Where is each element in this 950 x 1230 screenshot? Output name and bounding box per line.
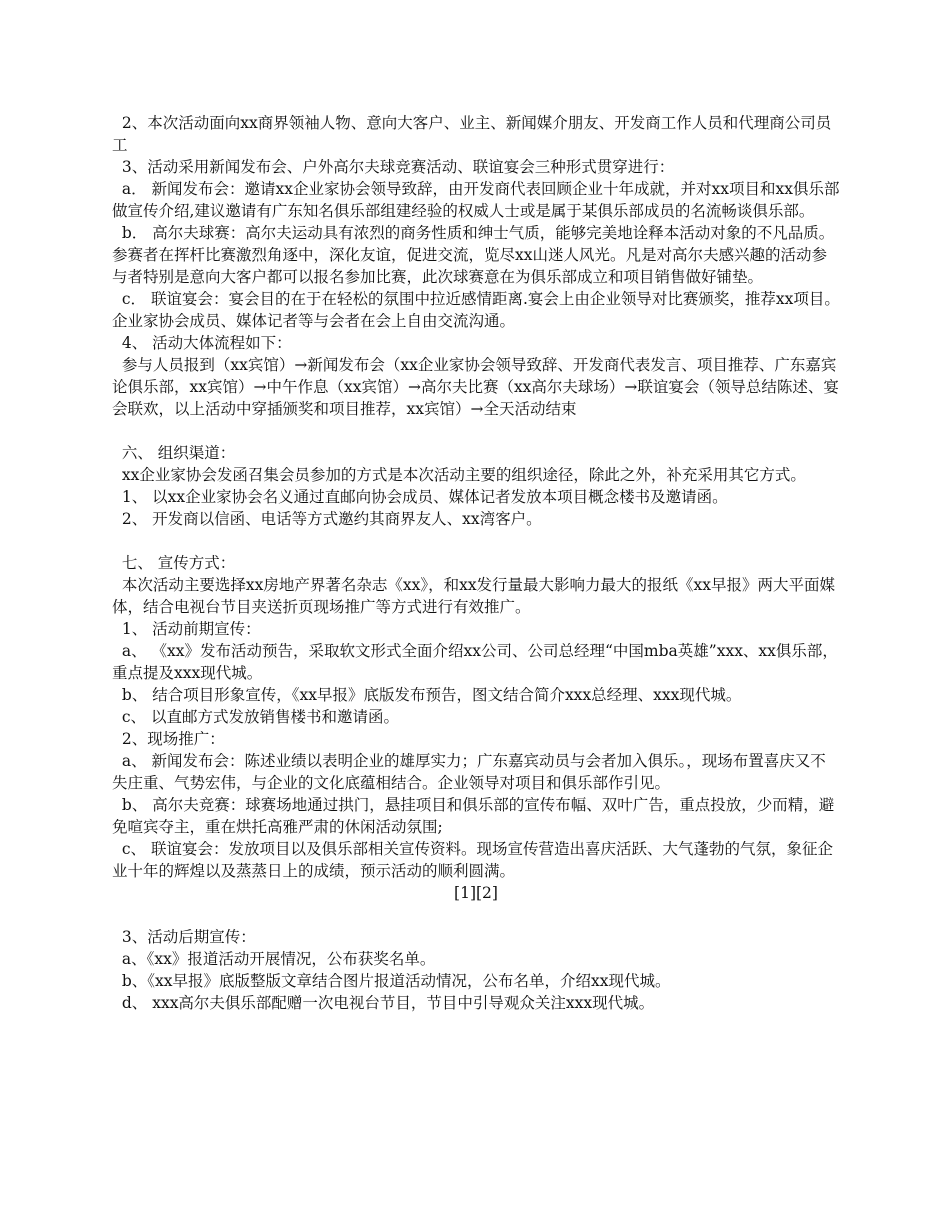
paragraph-channels-2: 2、 开发商以信函、电话等方式邀约其商界友人、xx湾客户。 bbox=[112, 510, 542, 528]
blank-line bbox=[112, 904, 840, 926]
page-navigation[interactable]: [1][2] bbox=[454, 884, 498, 902]
paragraph-golf-match: b． 高尔夫球赛：高尔夫运动具有浓烈的商务性质和绅士气质，能够完美地诠释本活动对象的不凡品质。参赛者在挥杆比赛激烈角逐中，深化友谊，促进交流，览尽xx山迷人风光。凡是对高尔夫感兴趣的活动参与者特别是意向大客户都可以报名参加比赛，此次球赛意在为俱乐部成立和项目销售做好铺垫。 bbox=[112, 224, 835, 286]
paragraph-pre-promo-b: b、 结合项目形象宣传，《xx早报》底版发布预告，图文结合简介xxx总经理、xxx现代城。 bbox=[112, 686, 742, 704]
paragraph-post-promo-a: a、《xx》报道活动开展情况，公布获奖名单。 bbox=[112, 950, 436, 968]
paragraph-pre-promo-c: c、 以直邮方式发放销售楼书和邀请函。 bbox=[112, 708, 399, 726]
paragraph-pre-promo-title: 1、 活动前期宣传： bbox=[112, 620, 261, 638]
paragraph-post-promo-d: d、 xxx高尔夫俱乐部配赠一次电视台节目，节目中引导观众关注xxx现代城。 bbox=[112, 994, 655, 1012]
paragraph-onsite-b: b、 高尔夫竞赛：球赛场地通过拱门，悬挂项目和俱乐部的宣传布幅、双叶广告，重点投放，少而精，避免喧宾夺主，重在烘托高雅严肃的休闲活动氛围; bbox=[112, 796, 835, 836]
paragraph-post-promo-title: 3、活动后期宣传： bbox=[112, 928, 256, 946]
blank-line bbox=[112, 530, 840, 552]
paragraph-onsite-c: c、 联谊宴会：发放项目以及俱乐部相关宣传资料。现场宣传营造出喜庆活跃、大气蓬勃的气氛，象征企业十年的辉煌以及蒸蒸日上的成绩，预示活动的顺利圆满。 bbox=[112, 840, 833, 880]
paragraph-post-promo-b: b、《xx早报》底版整版文章结合图片报道活动情况，公布名单，介绍xx现代城。 bbox=[112, 972, 671, 990]
paragraph-onsite-a: a、 新闻发布会：陈述业绩以表明企业的雄厚实力；广东嘉宾动员与会者加入俱乐。，现场布置喜庆又不失庄重、气势宏伟，与企业的文化底蕴相结合。企业领导对项目和俱乐部作引见。 bbox=[112, 752, 826, 792]
blank-line bbox=[112, 420, 840, 442]
paragraph-onsite-title: 2、现场推广： bbox=[112, 730, 225, 748]
paragraph-flow: 参与人员报到（xx宾馆）→新闻发布会（xx企业家协会领导致辞、开发商代表发言、项目推荐、广东嘉宾论俱乐部，xx宾馆）→中午作息（xx宾馆）→高尔夫比赛（xx高尔夫球场）→联谊宴会（领导总结陈述、宴会联欢，以上活动中穿插颁奖和项目推荐，xx宾馆）→全天活动结束 bbox=[112, 356, 839, 418]
section-title-promotion: 七、 宣传方式： bbox=[112, 554, 236, 572]
paragraph-channels-1: 1、 以xx企业家协会名义通过直邮向协会成员、媒体记者发放本项目概念楼书及邀请函。 bbox=[112, 488, 728, 506]
paragraph-promotion-intro: 本次活动主要选择xx房地产界著名杂志《xx》，和xx发行量最大影响力最大的报纸《xx早报》两大平面媒体，结合电视台节目夹送折页现场推广等方式进行有效推广。 bbox=[112, 576, 836, 616]
paragraph-channels-intro: xx企业家协会发函召集会员参加的方式是本次活动主要的组织途径，除此之外，补充采用其它方式。 bbox=[112, 466, 806, 484]
paragraph-banquet: c． 联谊宴会：宴会目的在于在轻松的氛围中拉近感情距离.宴会上由企业领导对比赛颁奖，推荐xx项目。企业家协会成员、媒体记者等与会者在会上自由交流沟通。 bbox=[112, 290, 840, 330]
paragraph-pre-promo-a: a、 《xx》发布活动预告，采取软文形式全面介绍xx公司、公司总经理“中国mba英雄”xxx、xx俱乐部，重点提及xxx现代城。 bbox=[112, 642, 838, 682]
paragraph-flow-title: 4、 活动大体流程如下： bbox=[112, 334, 292, 352]
section-title-channels: 六、 组织渠道： bbox=[112, 444, 236, 462]
paragraph-formats: 3、活动采用新闻发布会、户外高尔夫球竞赛活动、联谊宴会三种形式贯穿进行： bbox=[112, 158, 675, 176]
paragraph-press-conference: a． 新闻发布会：邀请xx企业家协会领导致辞，由开发商代表回顾企业十年成就，并对xx项目和xx俱乐部做宣传介绍,建议邀请有广东知名俱乐部组建经验的权威人士或是属于某俱乐部成员的名流畅谈俱乐部。 bbox=[112, 180, 840, 220]
paragraph-audience: 2、本次活动面向xx商界领袖人物、意向大客户、业主、新闻媒介朋友、开发商工作人员和代理商公司员工 bbox=[112, 114, 832, 154]
